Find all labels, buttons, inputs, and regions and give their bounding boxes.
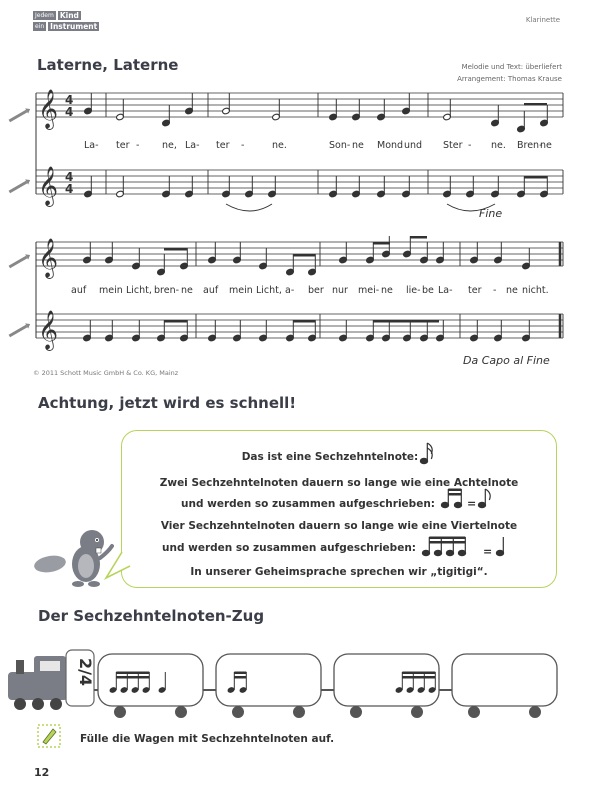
note <box>185 176 194 198</box>
note <box>272 99 281 121</box>
note <box>402 93 411 115</box>
lyric-syllable: und <box>404 140 423 151</box>
note <box>329 176 338 198</box>
task-instruction: Fülle die Wagen mit Sechzehntelnoten auf. <box>80 733 335 745</box>
instrument-label: Klarinette <box>525 16 560 24</box>
note <box>402 176 411 198</box>
lyric-syllable: mein <box>99 285 123 296</box>
equals-sign: = <box>467 497 477 510</box>
note <box>132 320 141 342</box>
note <box>517 111 526 133</box>
note <box>208 242 217 264</box>
note <box>208 320 217 342</box>
logo-text-jedem: Jedem <box>35 12 54 19</box>
pencil-icon <box>36 723 62 749</box>
lyric-syllable: - <box>136 140 140 151</box>
note <box>105 320 114 342</box>
treble-clef-icon: 𝄞 <box>38 89 59 129</box>
lyric-syllable: ter <box>216 140 230 151</box>
note <box>494 320 503 342</box>
note <box>382 320 391 342</box>
heading-sixteenth: Achtung, jetzt wird es schnell! <box>38 394 297 412</box>
time-signature: 4 <box>65 93 74 107</box>
lyric-syllable: Licht, <box>126 285 152 296</box>
clarinet-icon <box>8 252 32 269</box>
wagon[interactable] <box>452 654 557 718</box>
lyric-syllable: ne, <box>162 140 177 151</box>
equals-sign-2: = <box>483 545 493 558</box>
staff-clarinet-3 <box>36 238 563 279</box>
bubble-line-4: Vier Sechzehntelnoten dauern so lange wie eine Viertelnote <box>160 520 518 532</box>
lyric-syllable: - <box>468 140 472 151</box>
lyric-syllable: auf <box>71 285 87 296</box>
lyric-syllable: ber <box>308 285 324 296</box>
staff-clarinet-1 <box>36 89 563 130</box>
speech-bubble <box>121 430 557 588</box>
note <box>377 99 386 121</box>
note <box>259 248 268 270</box>
note <box>403 320 412 342</box>
treble-clef-icon: 𝄞 <box>38 166 59 206</box>
lyric-syllable: ne <box>381 285 393 296</box>
note <box>84 176 93 198</box>
note <box>286 254 295 276</box>
note <box>222 176 231 198</box>
time-signature: 4 <box>65 105 74 119</box>
credit-arrangement: Arrangement: Thomas Krause <box>457 75 562 83</box>
bubble-line-3: und werden so zusammen aufgeschrieben: <box>181 498 435 510</box>
lyric-syllable: Son- <box>329 140 351 151</box>
note <box>436 242 445 264</box>
lyric-syllable: ne. <box>272 140 287 151</box>
note <box>157 320 166 342</box>
lyric-syllable: Mond <box>377 140 404 151</box>
note <box>245 176 254 198</box>
note <box>132 248 141 270</box>
lyric-syllable: ne <box>506 285 518 296</box>
locomotive-icon <box>8 650 95 710</box>
note <box>436 320 445 342</box>
time-signature: 4 <box>65 182 74 196</box>
note <box>522 248 531 270</box>
treble-clef-icon: 𝄞 <box>38 238 59 278</box>
lyric-syllable: lie- <box>406 285 421 296</box>
logo-text-kind: Kind <box>59 11 79 20</box>
note <box>180 320 189 342</box>
note <box>84 93 93 115</box>
note <box>420 242 429 264</box>
wagon[interactable] <box>216 654 334 718</box>
note <box>522 320 531 342</box>
lyric-syllable: mein <box>229 285 253 296</box>
lyric-syllable: Licht, <box>256 285 282 296</box>
lyric-syllable: auf <box>203 285 219 296</box>
song-title: Laterne, Laterne <box>37 56 179 74</box>
note <box>377 176 386 198</box>
note <box>185 93 194 115</box>
note <box>403 236 412 258</box>
lyric-syllable: - <box>493 285 497 296</box>
logo-text-instrument: Instrument <box>50 22 98 31</box>
bubble-line-5: und werden so zusammen aufgeschrieben: <box>162 542 416 554</box>
note <box>180 248 189 270</box>
note <box>339 242 348 264</box>
note <box>339 320 348 342</box>
note <box>222 93 231 115</box>
note <box>329 99 338 121</box>
note <box>268 176 277 198</box>
note <box>286 320 295 342</box>
lyric-syllable: ne <box>181 285 193 296</box>
lyric-syllable: be <box>422 285 434 296</box>
note <box>233 320 242 342</box>
note <box>308 320 317 342</box>
wagon[interactable] <box>334 654 452 718</box>
lyric-syllable: bren- <box>154 285 180 296</box>
lyric-syllable: mei- <box>358 285 380 296</box>
note <box>443 99 452 121</box>
fine-marking: Fine <box>479 207 503 220</box>
note <box>157 254 166 276</box>
lyric-syllable: nicht. <box>522 285 549 296</box>
lyric-syllable: La- <box>185 140 200 151</box>
logo-text-ein: ein <box>35 23 45 30</box>
lyric-syllable: ter <box>116 140 130 151</box>
note <box>116 99 125 121</box>
treble-clef-icon: 𝄞 <box>38 310 59 350</box>
note <box>352 176 361 198</box>
bubble-line-6: In unserer Geheimsprache sprechen wir „tigitigi“. <box>190 566 488 578</box>
note <box>491 176 500 198</box>
note <box>83 242 92 264</box>
note <box>162 105 171 127</box>
copyright-notice: © 2011 Schott Music GmbH & Co. KG, Mainz <box>33 369 179 377</box>
note <box>420 320 429 342</box>
lyric-syllable: Ster <box>443 140 463 151</box>
heading-train: Der Sechzehntelnoten-Zug <box>38 607 265 625</box>
bubble-line-1: Das ist eine Sechzehntelnote: <box>241 451 419 463</box>
train-time-signature: 2/4 <box>76 657 95 687</box>
lyric-syllable: nur <box>332 285 348 296</box>
lyric-syllable: ne <box>352 140 364 151</box>
staff-clarinet-4 <box>36 310 563 351</box>
lyric-syllable: Bren- <box>517 140 543 151</box>
wagon[interactable] <box>98 654 216 718</box>
note <box>491 105 500 127</box>
bubble-line-2: Zwei Sechzehntelnoten dauern so lange wie eine Achtelnote <box>159 477 519 489</box>
lyric-syllable: ne. <box>491 140 506 151</box>
note <box>382 236 391 258</box>
page-number: 12 <box>34 766 50 779</box>
note <box>105 242 114 264</box>
note <box>308 254 317 276</box>
time-signature: 4 <box>65 170 74 184</box>
note <box>443 176 452 198</box>
lyric-syllable: La- <box>438 285 453 296</box>
note <box>259 320 268 342</box>
sixteenth-note-train <box>0 620 600 730</box>
note <box>116 176 125 198</box>
lyric-syllable: ter <box>468 285 482 296</box>
clarinet-icon <box>8 106 32 123</box>
note <box>83 320 92 342</box>
clarinet-icon <box>8 321 32 338</box>
clarinet-icon <box>8 177 32 194</box>
note <box>494 242 503 264</box>
note <box>366 320 375 342</box>
da-capo-marking: Da Capo al Fine <box>463 354 550 367</box>
note <box>162 176 171 198</box>
note <box>540 105 549 127</box>
note <box>366 242 375 264</box>
note <box>466 176 475 198</box>
lyric-syllable: ne <box>540 140 552 151</box>
note <box>540 176 549 198</box>
note <box>352 99 361 121</box>
lyric-syllable: a- <box>285 285 295 296</box>
note <box>233 242 242 264</box>
staff-clarinet-2 <box>36 166 563 207</box>
lyric-syllable: La- <box>84 140 99 151</box>
credit-melody: Melodie und Text: überliefert <box>461 63 562 71</box>
note <box>470 242 479 264</box>
lyric-syllable: - <box>241 140 245 151</box>
beaver-illustration <box>34 528 114 588</box>
note <box>517 176 526 198</box>
note <box>470 320 479 342</box>
